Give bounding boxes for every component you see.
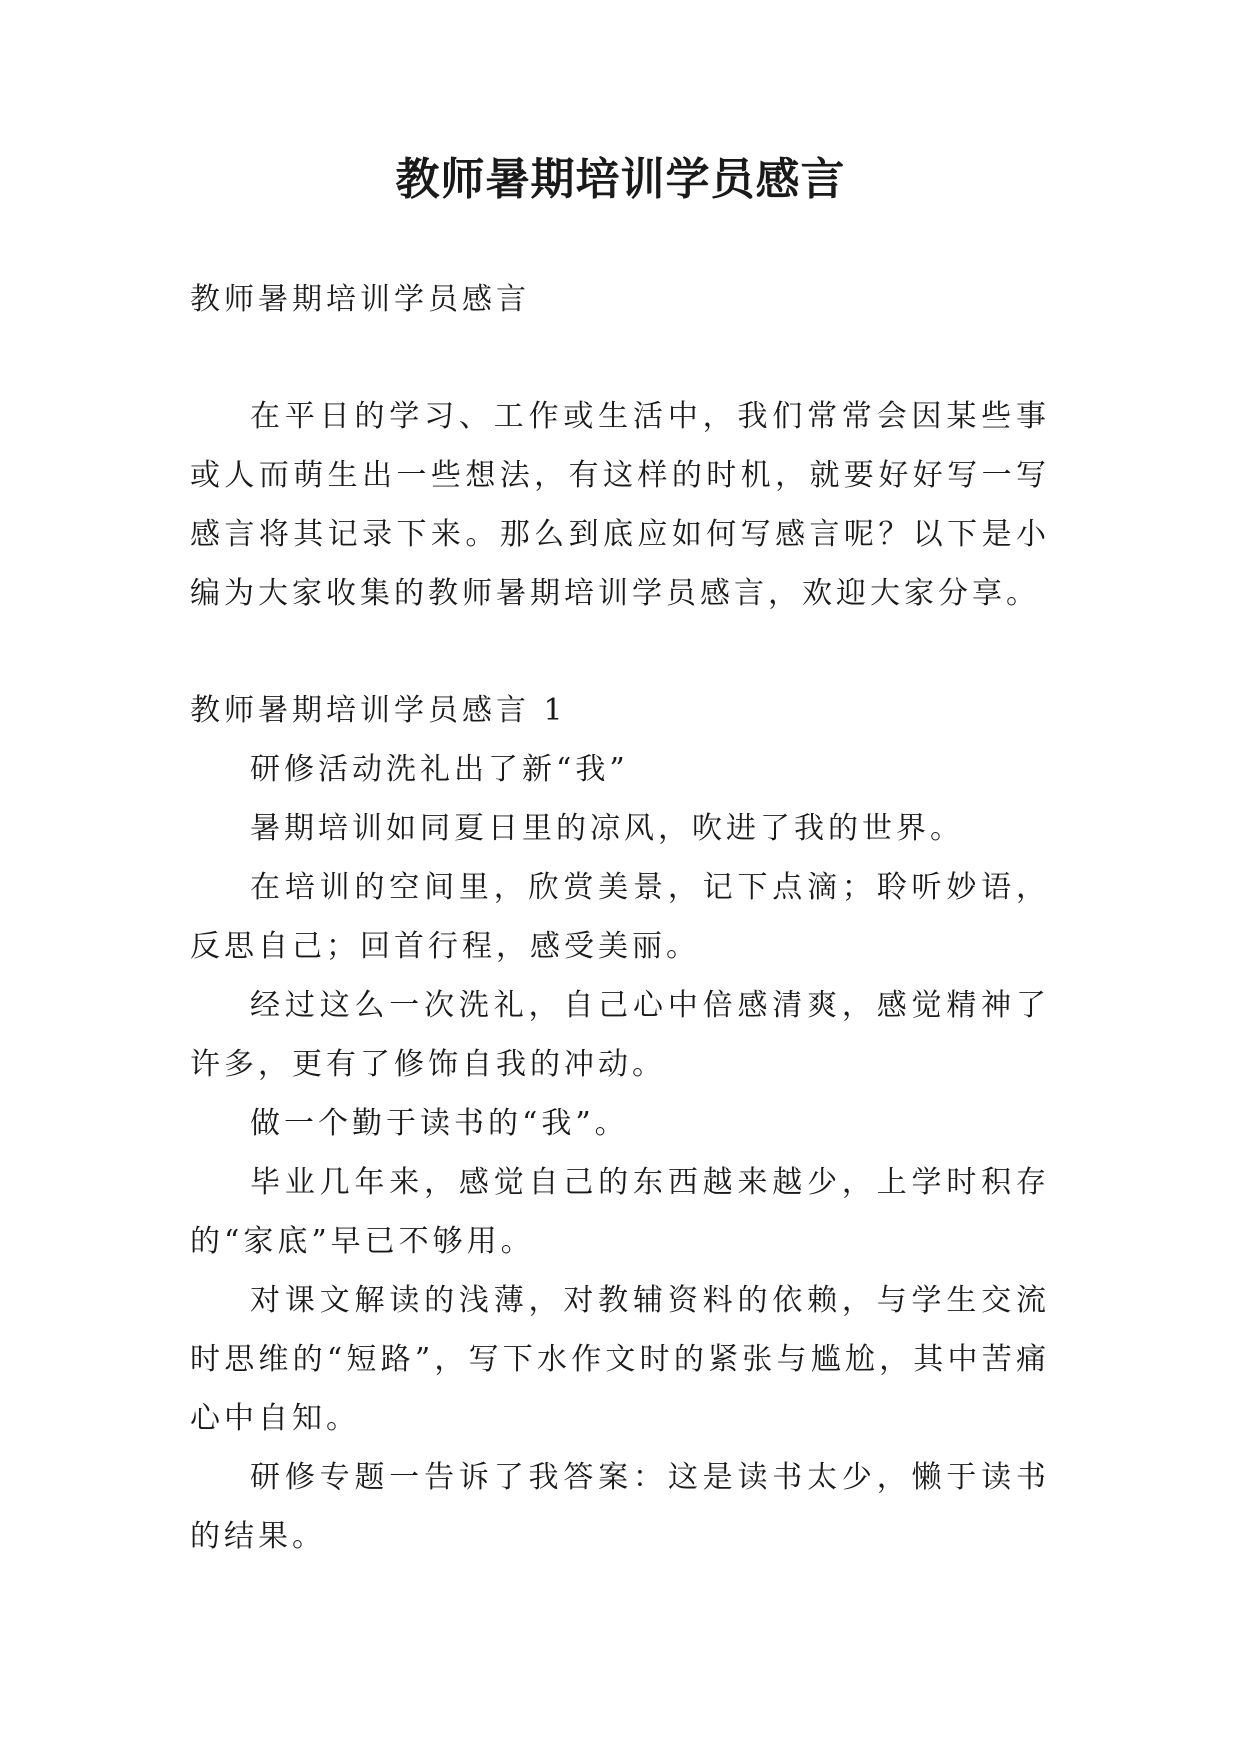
- document-body: [190, 270, 1050, 1566]
- body-paragraph: 暑期培训如同夏日里的凉风，吹进了我的世界。: [250, 811, 964, 846]
- intro-paragraph: 在平日的学习、工作或生活中，我们常常会因某些事或人而萌生出一些想法，有这样的时机，就要好好写一写感言将其记录下来。那么到底应如何写感言呢？以下是小编为大家收集的教师暑期培训学员感言，欢迎大家分享。: [190, 399, 1050, 611]
- body-paragraph: 毕业几年来，感觉自己的东西越来越少，上学时积存的“家底”早已不够用。: [190, 1165, 1050, 1259]
- body-paragraph: 在培训的空间里，欣赏美景，记下点滴；聆听妙语，反思自己；回首行程，感受美丽。: [190, 870, 1050, 964]
- body-paragraph: 研修专题一告诉了我答案：这是读书太少，懒于读书的结果。: [190, 1460, 1050, 1554]
- document-title: 教师暑期培训学员感言: [395, 154, 846, 205]
- body-paragraph: 对课文解读的浅薄，对教辅资料的依赖，与学生交流时思维的“短路”，写下水作文时的紧张与尴尬，其中苦痛心中自知。: [190, 1283, 1050, 1436]
- body-paragraph: 研修活动洗礼出了新“我”: [250, 752, 629, 787]
- section-heading: 教师暑期培训学员感言 1: [190, 693, 567, 728]
- body-paragraph: 经过这么一次洗礼，自己心中倍感清爽，感觉精神了许多，更有了修饰自我的冲动。: [190, 988, 1050, 1082]
- body-paragraph: 做一个勤于读书的“我”。: [250, 1106, 629, 1141]
- document-subtitle: 教师暑期培训学员感言: [190, 282, 530, 317]
